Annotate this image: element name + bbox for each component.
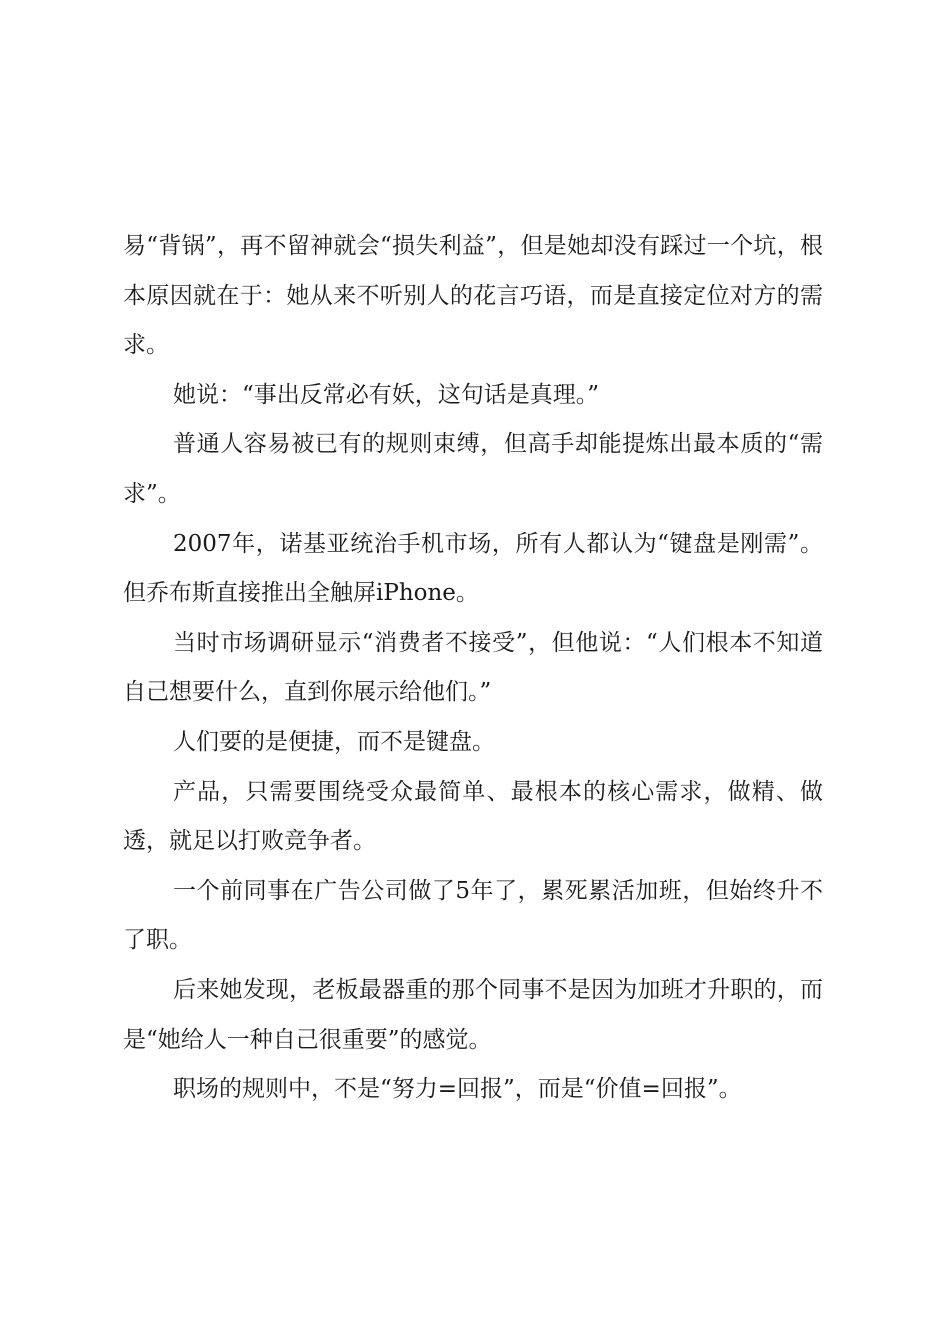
paragraph: 一个前同事在广告公司做了5年了，累死累活加班，但始终升不了职。 <box>123 877 823 954</box>
paragraph: 2007年，诺基亚统治手机市场，所有人都认为“键盘是刚需”。但乔布斯直接推出全触屏iPhone。 <box>123 530 823 607</box>
paragraph: 当时市场调研显示“消费者不接受”，但他说：“人们根本不知道自己想要什么，直到你展示给他们。” <box>123 629 823 706</box>
paragraph: 后来她发现，老板最器重的那个同事不是因为加班才升职的，而是“她给人一种自己很重要”的感觉。 <box>123 976 823 1053</box>
paragraph: 职场的规则中，不是“努力=回报”，而是“价值=回报”。 <box>173 1076 742 1103</box>
paragraph: 人们要的是便捷，而不是键盘。 <box>173 728 495 755</box>
body-text <box>123 222 823 1115</box>
paragraph: 产品，只需要围绕受众最简单、最根本的核心需求，做精、做透，就足以打败竞争者。 <box>123 778 823 855</box>
paragraph: 她说：“事出反常必有妖，这句话是真理。” <box>173 381 600 408</box>
paragraph: 易“背锅”，再不留神就会“损失利益”，但是她却没有踩过一个坑，根本原因就在于：她从来不听别人的花言巧语，而是直接定位对方的需求。 <box>123 233 823 359</box>
paragraph: 普通人容易被已有的规则束缚，但高手却能提炼出最本质的“需求”。 <box>123 431 823 507</box>
